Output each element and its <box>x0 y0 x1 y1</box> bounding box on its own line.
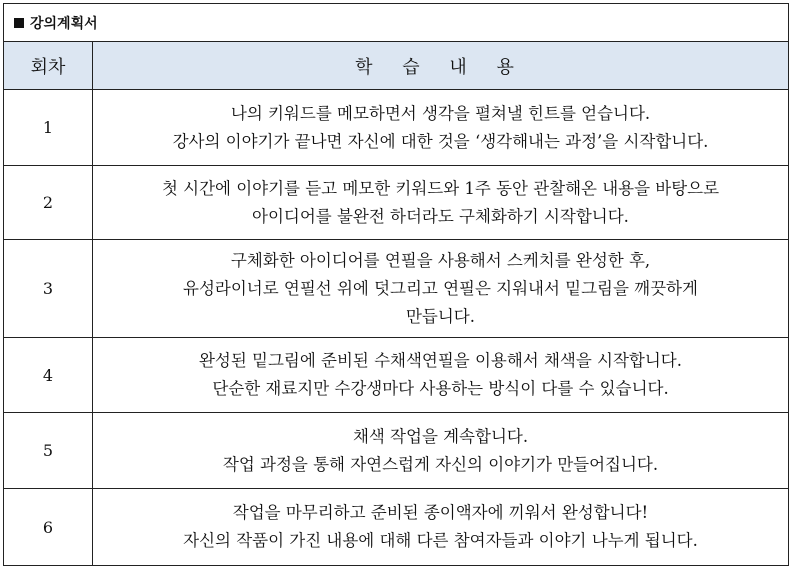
session-content <box>93 240 789 338</box>
table-header-row <box>4 42 788 90</box>
session-content <box>93 413 789 489</box>
content-line: 완성된 밑그림에 준비된 수채색연필을 이용해서 채색을 시작합니다. <box>198 351 682 370</box>
content-line: 작업을 마무리하고 준비된 종이액자에 끼워서 완성합니다! <box>232 503 649 523</box>
session-content <box>93 489 789 566</box>
table-row <box>4 166 788 240</box>
content-line: 구체화한 아이디어를 연필을 사용해서 스케치를 완성한 후, <box>230 250 651 270</box>
session-number: 4 <box>4 338 93 413</box>
session-number: 1 <box>4 90 93 166</box>
lecture-plan-frame <box>3 3 789 566</box>
content-line: 채색 작업을 계속합니다. <box>352 426 529 446</box>
document-title: 강의계획서 <box>30 15 98 32</box>
header-content: 학 습 내 용 <box>93 42 789 90</box>
session-content <box>93 90 789 166</box>
session-number: 3 <box>4 240 93 338</box>
content-line: 작업 과정을 통해 자연스럽게 자신의 이야기가 만들어집니다. <box>222 454 659 474</box>
title-bar <box>4 4 788 42</box>
table-row <box>4 338 788 413</box>
content-line: 자신의 작품이 가진 내용에 대해 다른 참여자들과 이야기 나누게 됩니다. <box>183 531 698 551</box>
content-line: 단순한 재료지만 수강생마다 사용하는 방식이 다를 수 있습니다. <box>212 379 669 398</box>
session-content <box>93 166 789 240</box>
header-session: 회차 <box>4 42 93 90</box>
lecture-plan-table <box>4 42 788 566</box>
content-line: 아이디어를 불완전 하더라도 구체화하기 시작합니다. <box>252 206 629 226</box>
table-row <box>4 489 788 566</box>
table-row <box>4 240 788 338</box>
session-content <box>93 338 789 413</box>
table-row <box>4 90 788 166</box>
session-number: 2 <box>4 166 93 240</box>
session-number: 5 <box>4 413 93 489</box>
content-line: 강사의 이야기가 끝나면 자신에 대한 것을 ‘생각해내는 과정’을 시작합니다. <box>172 131 709 151</box>
content-line: 만듭니다. <box>405 306 475 326</box>
content-line: 나의 키워드를 메모하면서 생각을 펼쳐낼 힌트를 얻습니다. <box>230 103 651 123</box>
black-square-icon <box>14 18 24 28</box>
session-number: 6 <box>4 489 93 566</box>
table-row <box>4 413 788 489</box>
content-line: 유성라이너로 연필선 위에 덧그리고 연필은 지워내서 밑그림을 깨끗하게 <box>183 278 698 298</box>
content-line: 첫 시간에 이야기를 듣고 메모한 키워드와 1주 동안 관찰해온 내용을 바탕으로 <box>161 178 720 198</box>
